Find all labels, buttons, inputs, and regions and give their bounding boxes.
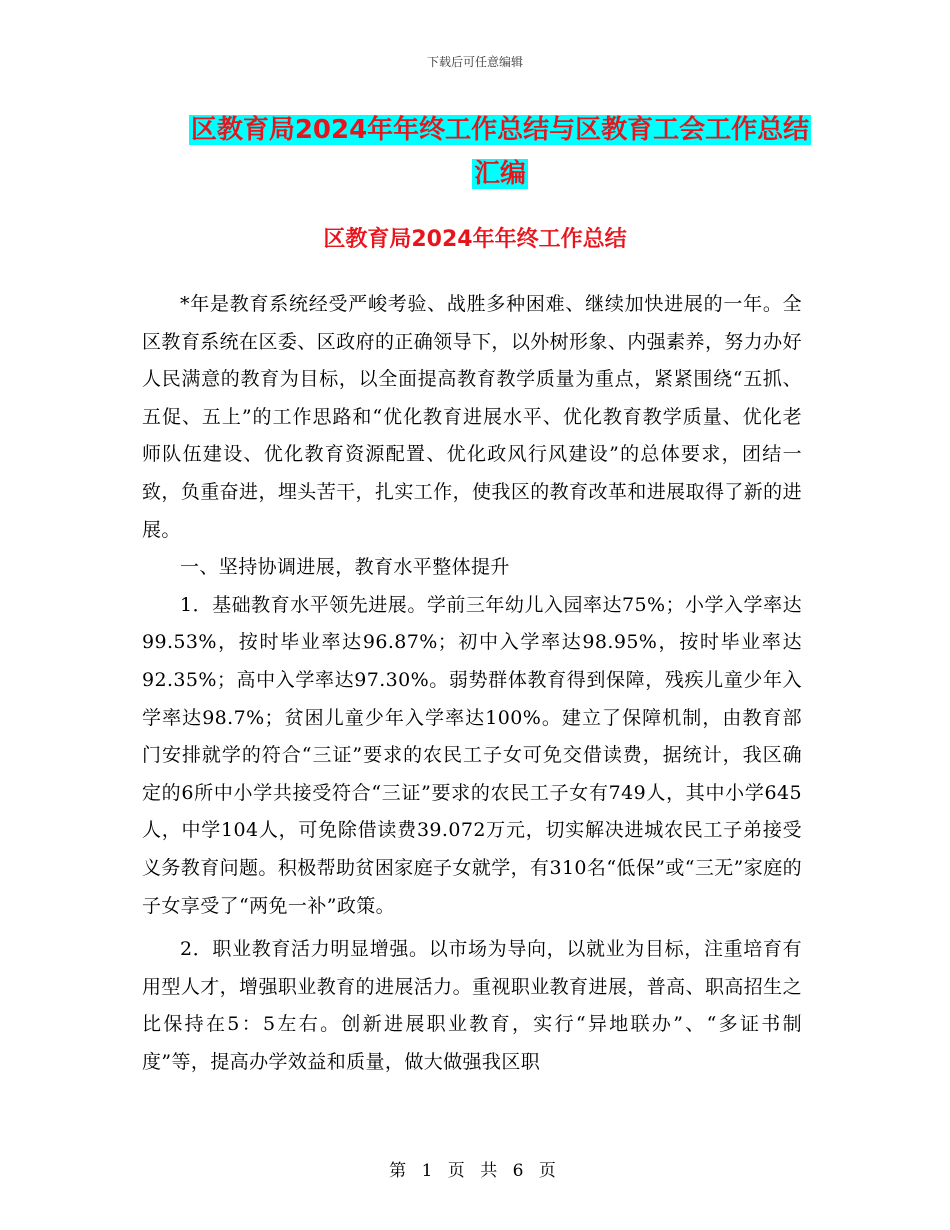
paragraph-intro: *年是教育系统经受严峻考验、战胜多种困难、继续加快进展的一年。全区教育系统在区委、区政府的正确领导下，以外树形象、内强素养，努力办好人民满意的教育为目标，以全面提高教育教学质量为重点，紧紧围绕“五抓、五促、五上”的工作思路和“优化教育进展水平、优化教育教学质量、优化老师队伍建设、优化教育资源配置、优化政风行风建设”的总体要求，团结一致，负重奋进，埋头苦干，扎实工作，使我区的教育改革和进展取得了新的进展。 — [142, 293, 802, 541]
title-line-1: 区教育局2024年年终工作总结与区教育工会工作总结 — [190, 115, 810, 145]
paragraph-basic-education: 1．基础教育水平领先进展。学前三年幼儿入园率达75%；小学入学率达99.53%，按时毕业率达96.87%；初中入学率达98.95%，按时毕业率达92.35%；高中入学率达97.30%。弱势群体教育得到保障，残疾儿童少年入学率达98.7%；贫困儿童少年入学率达100%。建立了保障机制，由教育部门安排就学的符合“三证”要求的农民工子女可免交借读费，据统计，我区确定的6所中小学共接受符合“三证”要求的农民工子女有749人，其中小学645人，中学104人，可免除借读费39.072万元，切实解决进城农民工子弟接受义务教育问题。积极帮助贫困家庭子女就学，有310名“低保”或“三无”家庭的子女享受了“两免一补”政策。 — [142, 593, 802, 917]
paragraph-vocational-education: 2．职业教育活力明显增强。以市场为导向，以就业为目标，注重培育有用型人才，增强职业教育的进展活力。重视职业教育进展，普高、职高招生之比保持在5：5左右。创新进展职业教育，实行“异地联办”、“多证书制度”等，提高办学效益和质量，做大做强我区职 — [142, 938, 802, 1073]
document-title — [130, 108, 870, 196]
title-line-2: 汇编 — [473, 159, 526, 189]
page-footer: 第 1 页 共 6 页 — [389, 1161, 561, 1181]
header-note: 下载后可任意编辑 — [426, 55, 523, 69]
section-title: 区教育局2024年年终工作总结 — [323, 227, 627, 252]
body-text — [142, 286, 802, 1081]
paragraph-heading-1: 一、坚持协调进展，教育水平整体提升 — [180, 556, 510, 579]
